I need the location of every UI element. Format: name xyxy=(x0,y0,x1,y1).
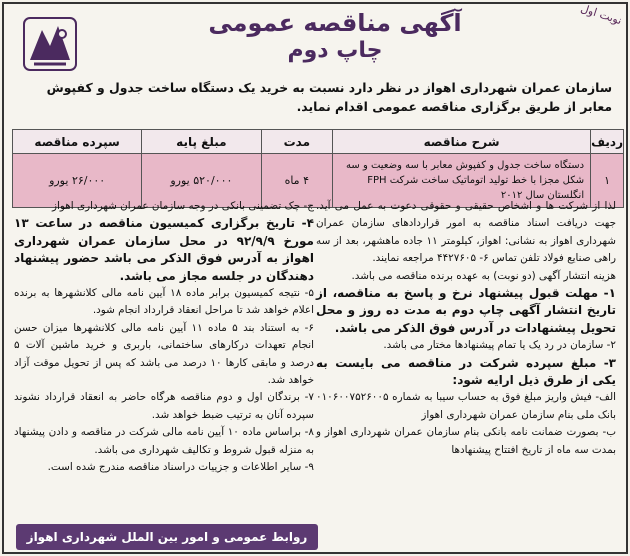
cell-row-number: ۱ xyxy=(591,154,624,208)
left-paragraph-3: ۵- نتیجه کمیسیون برابر ماده ۱۸ آیین نامه مالی کلانشهرها به برنده اعلام خواهد شد تا مراحل انعقاد قرارداد انجام شود. xyxy=(14,287,315,317)
header xyxy=(84,8,586,64)
right-paragraph-7: ب- بصورت ضمانت نامه بانکی بنام سازمان عمران شهرداری اهواز و بمدت سه ماه از تاریخ افتتاح پیشنهادها xyxy=(316,426,616,456)
cell-base-price: ۵۲۰/۰۰۰ یورو xyxy=(142,154,261,208)
left-paragraph-2: ۴- تاریخ برگزاری کمیسیون مناقصه در ساعت ۱۳ مورخ ۹۲/۹/۹ در محل سازمان عمران شهرداری اهواز به آدرس فوق الذکر می باشد حضور پیشنهاد دهندگان در جلسه مجاز می باشد. xyxy=(14,216,314,283)
header-duration: مدت xyxy=(261,130,333,154)
header-base-price: مبلغ پایه xyxy=(142,130,261,154)
right-paragraph-2: هزینه انتشار آگهی (دو نوبت) به عهده برنده مناقصه می باشد. xyxy=(351,269,616,282)
right-column xyxy=(316,198,616,514)
cell-deposit: ۲۶/۰۰۰ یورو xyxy=(13,154,142,208)
header-deposit: سپرده مناقصه xyxy=(13,130,142,154)
right-paragraph-5: ۳- مبلغ سپرده شرکت در مناقصه می بایست به یکی از طرق ذیل ارایه شود: xyxy=(316,355,616,388)
advertisement-frame xyxy=(2,2,628,554)
right-paragraph-3: ۱- مهلت قبول پیشنهاد نرخ و پاسخ به مناقصه، از تاریخ انتشار آگهی چاپ دوم به مدت ده روز و محل تحویل پیشنهادات در آدرس فوق الذکر می باشد. xyxy=(316,286,616,335)
body-columns xyxy=(14,198,616,514)
footer-banner: روابط عمومی و امور بین الملل شهرداری اهواز xyxy=(16,524,318,550)
tender-table xyxy=(12,129,624,208)
right-paragraph-1: لذا از شرکت ها و اشخاص حقیقی و حقوقی دعوت به عمل می آید. جهت دریافت اسناد مناقصه به امور قراردادهای سازمان عمران شهرداری اهواز به نشانی: اهواز، کیلومتر ۱۱ جاده ماهشهر، بعد از سه راهی صنایع فولاد تلفن تماس ۶- ۴۴۲۷۶۰۵ مراجعه نمایند. xyxy=(316,200,616,265)
left-paragraph-1: ج- چک تضمینی بانکی در وجه سازمان عمران شهرداری اهواز xyxy=(52,200,314,212)
intro-text: سازمان عمران شهرداری اهواز در نظر دارد نسبت به خرید یک دستگاه ساخت جدول و کفپوش معابر از طریق برگزاری مناقصه عمومی اقدام نماید. xyxy=(46,80,612,114)
header-row-number: ردیف xyxy=(591,130,624,154)
right-paragraph-4: ۲- سازمان در رد یک یا تمام پیشنهادها مختار می باشد. xyxy=(383,339,616,352)
cell-description: دستگاه ساخت جدول و کفپوش معابر با سه وضعیت و سه شکل مجزا با خط تولید اتوماتیک ساخت شرکت FPH انگلستان سال ۲۰۱۲ xyxy=(333,154,591,208)
header-description: شرح مناقصه xyxy=(333,130,591,154)
right-paragraph-6: الف- فیش واریز مبلغ فوق به حساب سیبا به شماره ۰۱۰۶۰۰۷۵۲۶۰۰۵ بانک ملی بنام سازمان عمران شهرداری اهواز xyxy=(316,391,616,421)
table-header-row xyxy=(13,130,624,154)
left-column xyxy=(14,198,314,514)
print-badge: نوبت اول xyxy=(578,1,623,28)
left-paragraph-7: ۹- سایر اطلاعات و جزییات دراسناد مناقصه مندرج شده است. xyxy=(47,461,314,474)
title-line-2: چاپ دوم xyxy=(287,38,383,63)
cell-duration: ۴ ماه xyxy=(261,154,333,208)
left-paragraph-5: ۷- برندگان اول و دوم مناقصه هرگاه حاضر به انعقاد قرارداد نشوند سپرده آنان به ترتیب ضبط خواهد شد. xyxy=(14,391,314,421)
title-line-1: آگهی مناقصه عمومی xyxy=(208,9,462,37)
left-paragraph-4: ۶- به استناد بند ۵ ماده ۱۱ آیین نامه مالی کلانشهرها میزان حسن انجام تعهدات درکارهای ساختمانی، باربری و خرید ماشین آلات ۵ درصد و مابقی کارها ۱۰ درصد می باشد که پس از تحویل موقت آزاد خواهد شد. xyxy=(14,321,315,387)
left-paragraph-6: ۸- براساس ماده ۱۰ آیین نامه مالی شرکت در مناقصه و دادن پیشنهاد به منزله قبول شروط و تکالیف شهرداری می باشد. xyxy=(14,426,314,456)
municipality-logo-icon xyxy=(22,16,78,72)
